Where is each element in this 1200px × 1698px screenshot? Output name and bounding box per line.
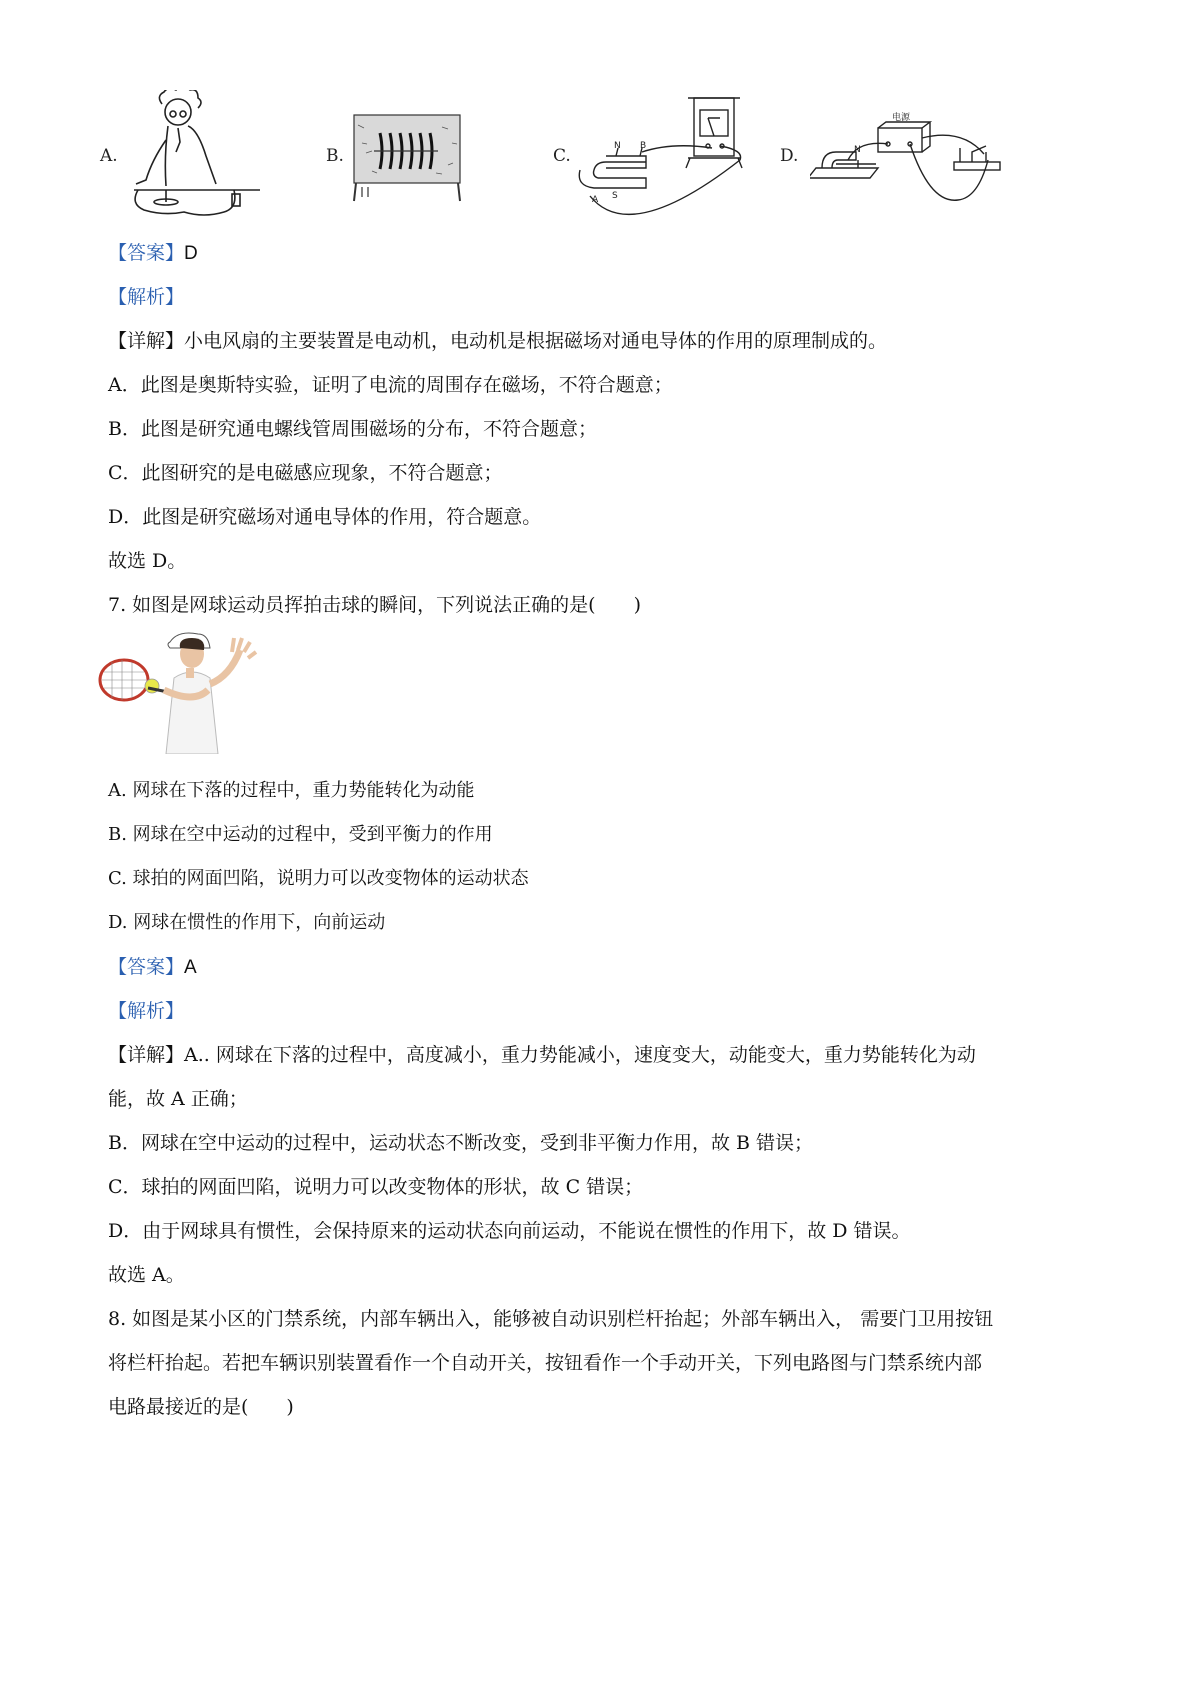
fig-d-label-n: N (854, 145, 861, 155)
fig-c-label-a: A (592, 195, 599, 205)
option-label-b: B. (326, 146, 344, 166)
q8-question-line: 将栏杆抬起。若把车辆识别装置看作一个自动开关，按钮看作一个手动开关，下列电路图与门禁系统内部 (108, 1352, 983, 1374)
fig-c-label-s: S (612, 191, 618, 201)
q6-answer (108, 240, 198, 267)
fig-c-label-n: N (614, 141, 621, 151)
q7-option-b: B. 网球在空中运动的过程中，受到平衡力的作用 (108, 824, 493, 845)
answer-tag: 【答案】 (108, 242, 185, 264)
q7-detail-line: D．由于网球具有惯性，会保持原来的运动状态向前运动，不能说在惯性的作用下，故 D 错误。 (108, 1220, 911, 1242)
oersted-experiment-figure (126, 90, 266, 218)
answer-value: D (184, 243, 198, 264)
q6-detail-line: 【详解】小电风扇的主要装置是电动机，电动机是根据磁场对通电导体的作用的原理制成的。 (108, 330, 888, 352)
q7-detail-line: 能，故 A 正确； (108, 1088, 248, 1110)
q7-analysis-tag: 【解析】 (108, 1000, 185, 1022)
q7-detail-line: B．网球在空中运动的过程中，运动状态不断改变，受到非平衡力作用，故 B 错误； (108, 1132, 814, 1154)
q6-detail-line: D．此图是研究磁场对通电导体的作用，符合题意。 (108, 506, 542, 528)
q7-option-d: D. 网球在惯性的作用下，向前运动 (108, 912, 386, 933)
answer-tag: 【答案】 (108, 956, 185, 978)
q7-option-c: C. 球拍的网面凹陷，说明力可以改变物体的运动状态 (108, 868, 529, 889)
answer-value: A (184, 957, 197, 978)
option-label-a: A. (100, 146, 118, 166)
option-label-d: D. (780, 146, 799, 166)
q8-question-line: 8. 如图是某小区的门禁系统，内部车辆出入，能够被自动识别栏杆抬起；外部车辆出入， 需要门卫用按钮 (108, 1308, 994, 1330)
q8-question-line: 电路最接近的是( ) (108, 1396, 294, 1418)
q7-question: 7. 如图是网球运动员挥拍击球的瞬间，下列说法正确的是( ) (108, 594, 641, 616)
q7-detail-line: 【详解】A.. 网球在下落的过程中，高度减小，重力势能减小，速度变大，动能变大，重力势能转化为动 (108, 1044, 976, 1066)
q7-conclusion: 故选 A。 (108, 1264, 185, 1286)
q6-detail-line: C．此图研究的是电磁感应现象，不符合题意； (108, 462, 503, 484)
solenoid-filings-figure (352, 113, 464, 203)
q6-detail-line: A．此图是奥斯特实验，证明了电流的周围存在磁场，不符合题意； (108, 374, 673, 396)
q6-detail-line: B．此图是研究通电螺线管周围磁场的分布，不符合题意； (108, 418, 597, 440)
electromagnetic-induction-figure (576, 96, 744, 216)
q7-detail-line: C．球拍的网面凹陷，说明力可以改变物体的形状，故 C 错误； (108, 1176, 644, 1198)
fig-d-label-power: 电源 (892, 113, 911, 123)
q7-answer (108, 954, 197, 981)
option-label-c: C. (553, 146, 571, 166)
fig-c-label-b: B (640, 141, 647, 151)
motor-principle-figure (810, 108, 1010, 218)
tennis-player-image (98, 628, 258, 754)
q6-analysis-tag: 【解析】 (108, 286, 185, 308)
q7-option-a: A. 网球在下落的过程中，重力势能转化为动能 (108, 780, 475, 801)
q6-conclusion: 故选 D。 (108, 550, 187, 572)
